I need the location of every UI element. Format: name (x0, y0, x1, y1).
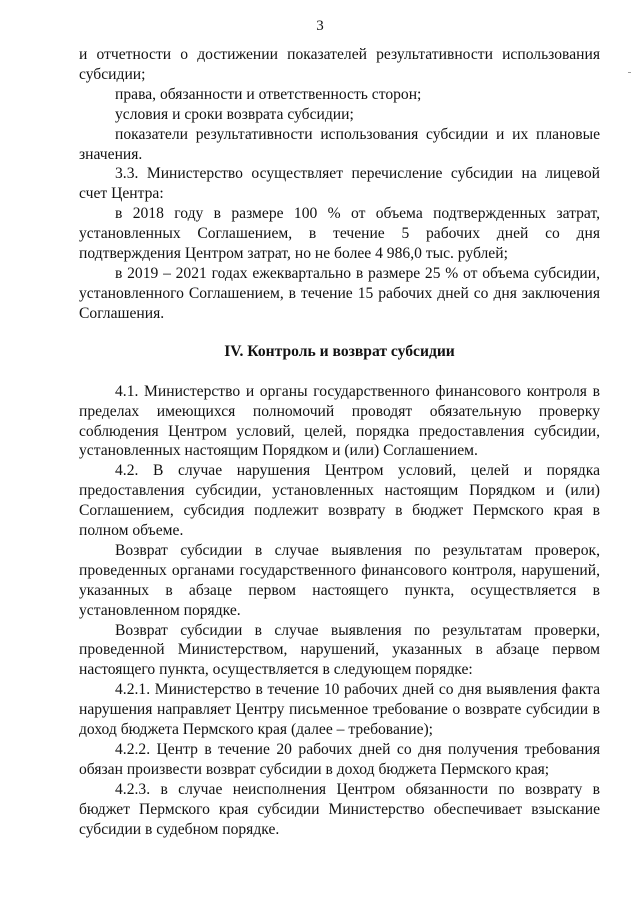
paragraph: 4.2.1. Министерство в течение 10 рабочих дней со дня выявления факта нарушения направляет Центру письменное требование о возврате субсидии в доход бюджета Пермского края (далее – требование); (79, 681, 600, 739)
paragraph: в 2018 году в размере 100 % от объема подтвержденных затрат, установленных Соглашением, в течение 5 рабочих дней со дня подтверждения Центром затрат, но не более 4 986,0 тыс. рублей; (79, 205, 600, 263)
page-number: 3 (316, 18, 324, 34)
paragraph: показатели результативности использования субсидии и их плановые значения. (79, 125, 600, 163)
paragraph: Возврат субсидии в случае выявления по результатам проверки, проведенной Министерством, нарушений, указанных в абзаце первом настоящего пункта, осуществляется в следующем порядке: (79, 621, 600, 679)
paragraph: в 2019 – 2021 годах ежеквартально в размере 25 % от объема субсидии, установленного Соглашением, в течение 15 рабочих дней со дня заключения Соглашения. (79, 264, 600, 322)
document-body (79, 45, 600, 840)
scan-mark (628, 72, 631, 73)
paragraph: и отчетности о достижении показателей результативности использования субсидии; (79, 46, 600, 83)
paragraph: права, обязанности и ответственность сторон; (115, 85, 422, 103)
paragraph: 4.2.2. Центр в течение 20 рабочих дней со дня получения требования обязан произвести возврат субсидии в доход бюджета Пермского края; (79, 741, 600, 778)
paragraph: 4.2.3. в случае неисполнения Центром обязанности по возврату в бюджет Пермского края субсидии Министерство обеспечивает взыскание субсидии в судебном порядке. (79, 780, 600, 838)
paragraph: 3.3. Министерство осуществляет перечисление субсидии на лицевой счет Центра: (79, 165, 600, 203)
paragraph: 4.1. Министерство и органы государственного финансового контроля в пределах имеющихся полномочий проводят обязательную проверку соблюдения Центром условий, целей, порядка предоставления субсидии, установленных настоящим Порядком и (или) Соглашением. (79, 382, 600, 460)
section-heading: IV. Контроль и возврат субсидии (224, 342, 455, 360)
paragraph: условия и сроки возврата субсидии; (115, 105, 354, 123)
paragraph: 4.2. В случае нарушения Центром условий, целей и порядка предоставления субсидии, установленных настоящим Порядком и (или) Соглашением, субсидия подлежит возврату в бюджет Пермского края в полном объеме. (79, 462, 600, 540)
paragraph: Возврат субсидии в случае выявления по результатам проверок, проведенных органами государственного финансового контроля, нарушений, указанных в абзаце первом настоящего пункта, осуществляется в установленном порядке. (79, 541, 600, 619)
